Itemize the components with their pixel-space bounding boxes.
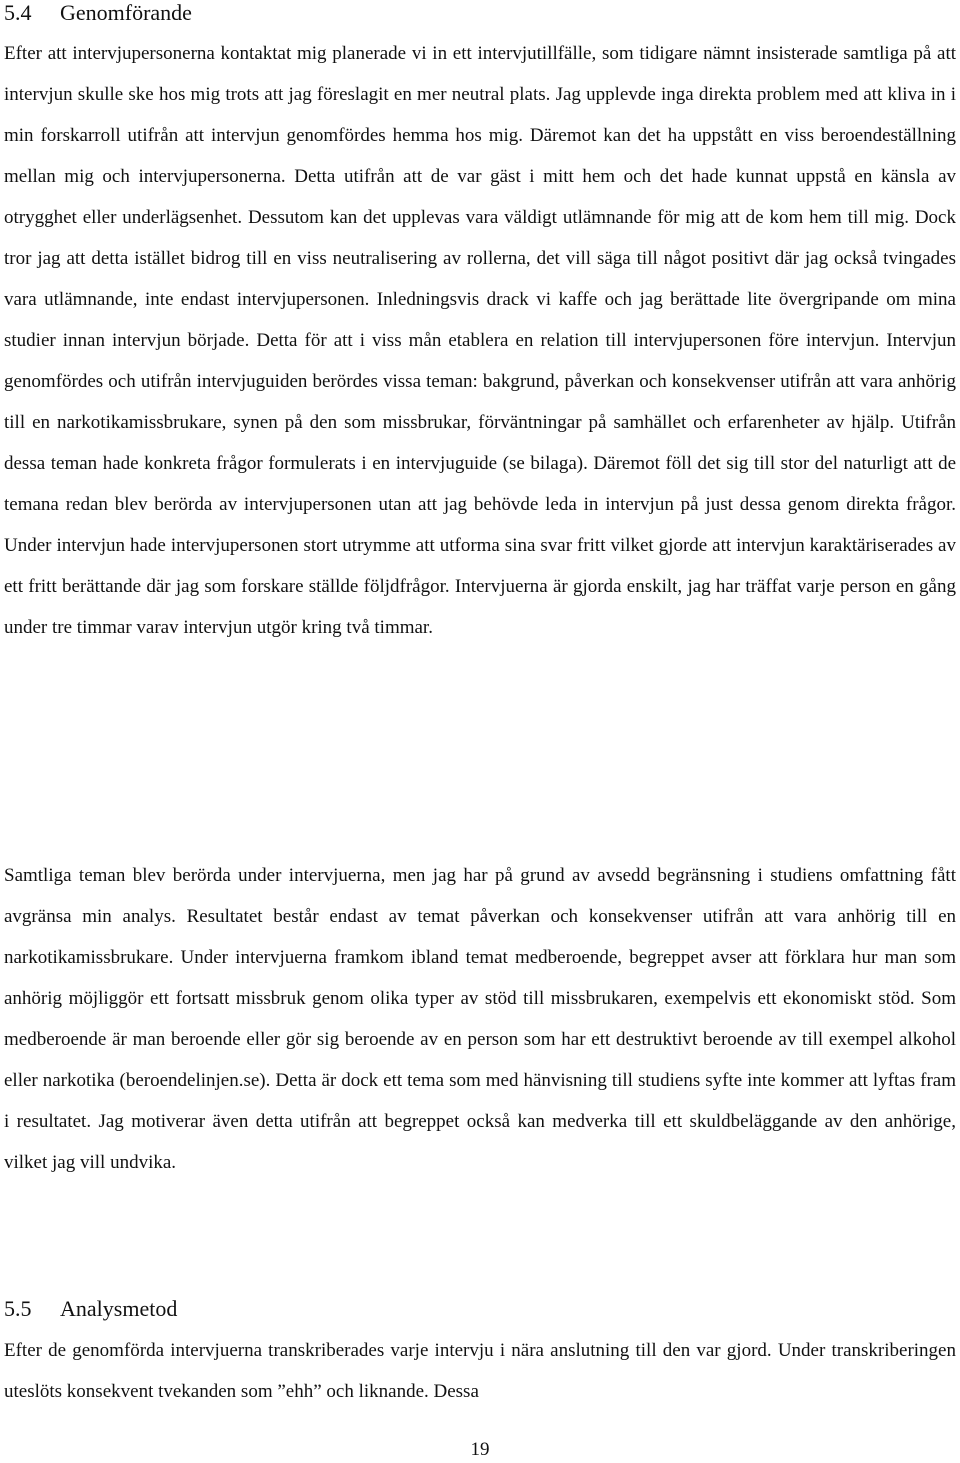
paragraph-analysmetod-1: Efter de genomförda intervjuerna transkriberades varje intervju i nära anslutning till den var gjord. Under transkriberingen uteslöts konsekvent tvekanden som ”ehh” och liknande. Dessa: [4, 1340, 956, 1402]
page-number: 19: [470, 1439, 490, 1460]
paragraph-genomforande-2: Samtliga teman blev berörda under intervjuerna, men jag har på grund av avsedd begränsning i studiens omfattning fått avgränsa min analys. Resultatet består endast av temat påverkan och konsekvenser utifrån att vara anhörig till en narkotikamissbrukare. Under intervjuerna framkom ibland temat medberoende, begreppet avser att förklara hur man som anhörig möjliggör ett fortsatt missbruk genom olika typer av stöd till missbrukaren, exempelvis ett ekonomiskt stöd. Som medberoende är man beroende eller gör sig beroende av en person som har ett destruktivt beroende av till exempel alkohol eller narkotika (beroendelinjen.se). Detta är dock ett tema som med hänvisning till studiens syfte inte kommer att lyftas fram i resultatet. Jag motiverar även detta utifrån att begreppet också kan medverka till ett skuldbeläggande av den anhörige, vilket jag vill undvika.: [4, 865, 956, 1173]
section-title: Analysmetod: [60, 1296, 178, 1321]
section-number: 5.4: [4, 0, 32, 25]
section-number: 5.5: [4, 1296, 32, 1321]
section-title: Genomförande: [60, 0, 192, 25]
section-heading-genomforande: [4, 0, 192, 26]
section-heading-analysmetod: [4, 1296, 177, 1322]
paragraph-genomforande-1: Efter att intervjupersonerna kontaktat mig planerade vi in ett intervjutillfälle, som tidigare nämnt insisterade samtliga på att intervjun skulle ske hos mig trots att jag föreslagit en mer neutral plats. Jag upplevde inga direkta problem med att kliva in i min forskarroll utifrån att intervjun genomfördes hemma hos mig. Däremot kan det ha uppstått en viss beroendeställning mellan mig och intervjupersonerna. Detta utifrån att de var gäst i mitt hem och det hade kunnat uppstå en känsla av otrygghet eller underlägsenhet. Dessutom kan det upplevas vara väldigt utlämnande för mig att de kom hem till mig. Dock tror jag att detta istället bidrog till en viss neutralisering av rollerna, det vill säga till något positivt där jag också tvingades vara utlämnande, inte endast intervjupersonen. Inledningsvis drack vi kaffe och jag berättade lite övergripande om mina studier innan intervjun började. Detta för att i viss mån etablera en relation till intervjupersonen före intervjun. Intervjun genomfördes och utifrån intervjuguiden berördes vissa teman: bakgrund, påverkan och konsekvenser utifrån att vara anhörig till en narkotikamissbrukare, synen på den som missbrukar, förväntningar på samhället och erfarenheter av hjälp. Utifrån dessa teman hade konkreta frågor formulerats i en intervjuguide (se bilaga). Däremot föll det sig till stor del naturligt att de temana redan blev berörda av intervjupersonen utan att jag behövde leda in intervjun på just dessa genom direkta frågor. Under intervjun hade intervjupersonen stort utrymme att utforma sina svar fritt vilket gjorde att intervjun karaktäriserades av ett fritt berättande där jag som forskare ställde följdfrågor. Intervjuerna är gjorda enskilt, jag har träffat varje person en gång under tre timmar varav intervjun utgör kring två timmar.: [4, 43, 956, 638]
